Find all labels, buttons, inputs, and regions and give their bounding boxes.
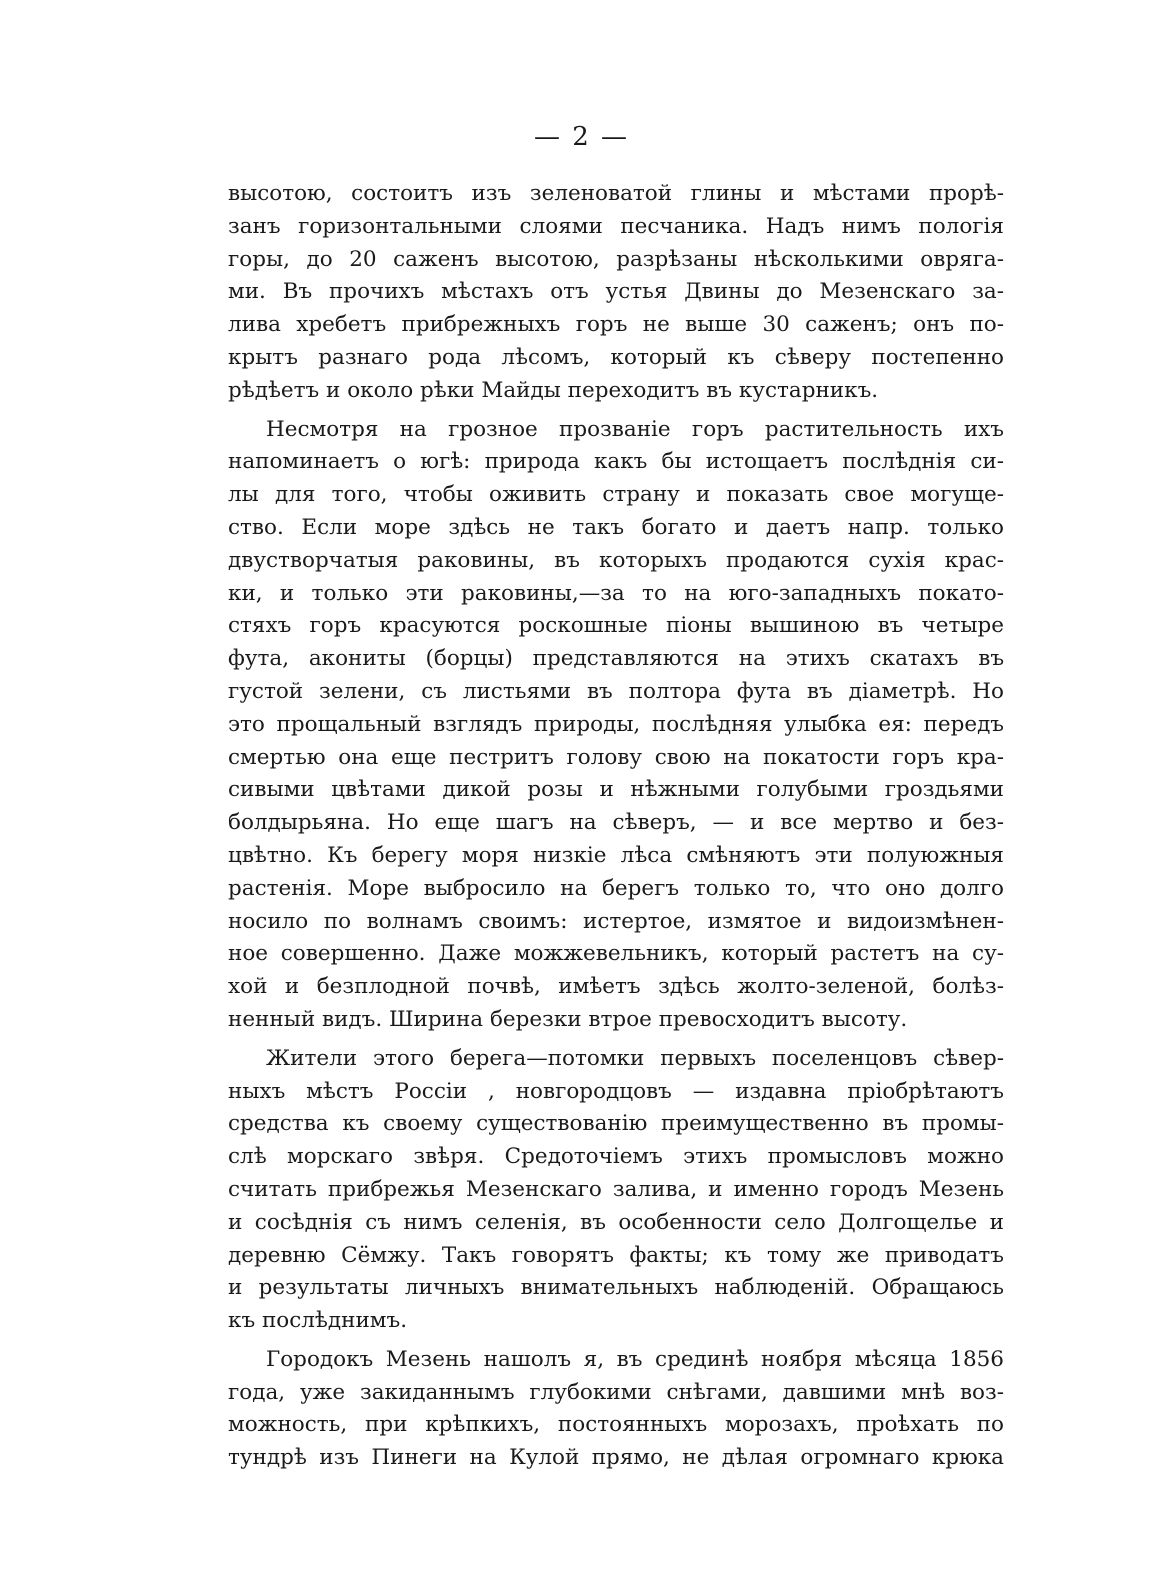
text-line: напоминаетъ о югѣ: природа какъ бы истощаетъ послѣднія си- [228, 449, 1004, 475]
text-line: растенія. Море выбросило на берегъ только то, что оно долго [228, 875, 1004, 901]
text-line: это прощальный взглядъ природы, послѣдняя улыбка ея: передъ [228, 711, 1004, 737]
text-line: Несмотря на грозное прозваніе горъ растительность ихъ [266, 416, 1004, 442]
text-line: ненный видъ. Ширина березки втрое превосходитъ высоту. [228, 1006, 908, 1032]
text-line: болдырьяна. Но еще шагъ на сѣверъ, — и все мертво и без- [228, 810, 1004, 836]
paragraph-2 [228, 414, 1004, 1037]
text-line: двустворчатыя раковины, въ которыхъ продаются сухія крас- [228, 547, 1004, 573]
paragraph-3 [228, 1043, 1004, 1338]
text-line: и результаты личныхъ внимательныхъ наблюденій. Обращаюсь [228, 1275, 1004, 1301]
text-line: носило по волнамъ своимъ: истертое, измятое и видоизмѣнен- [228, 908, 1004, 934]
text-line: ное совершенно. Даже можжевельникъ, который растетъ на су- [228, 941, 1004, 967]
text-line: считать прибрежья Мезенскаго залива, и именно городъ Мезень [228, 1176, 1004, 1202]
text-line: Жители этого берега—потомки первыхъ поселенцовъ сѣвер- [266, 1045, 1004, 1071]
text-line: стяхъ горъ красуются роскошные піоны вышиною въ четыре [228, 613, 1004, 639]
text-line: деревню Сёмжу. Такъ говорятъ факты; къ тому же приводатъ [228, 1242, 1004, 1268]
text-line: сивыми цвѣтами дикой розы и нѣжными голубыми гроздьями [228, 777, 1004, 803]
text-line: средства къ своему существованію преимущественно въ промы- [228, 1111, 1004, 1137]
text-line: тундрѣ изъ Пинеги на Кулой прямо, не дѣлая огромнаго крюка [228, 1445, 1004, 1471]
text-line: ныхъ мѣстъ Россіи , новгородцовъ — издавна пріобрѣтаютъ [228, 1078, 1004, 1104]
text-line: цвѣтно. Къ берегу моря низкіе лѣса смѣняютъ эти полуюжныя [228, 842, 1004, 868]
text-line: смертью она еще пестритъ голову свою на покатости горъ кра- [228, 744, 1004, 770]
text-line: занъ горизонтальными слоями песчаника. Надъ нимъ пологія [228, 213, 1004, 239]
text-line: горы, до 20 саженъ высотою, разрѣзаны нѣсколькими овряга- [228, 246, 1004, 272]
text-line: ки, и только эти раковины,—за то на юго-западныхъ покато- [228, 580, 1004, 606]
paragraph-4 [228, 1344, 1004, 1475]
text-body [228, 178, 1004, 1481]
text-line: крытъ разнаго рода лѣсомъ, который къ сѣверу постепенно [228, 344, 1004, 370]
text-line: ми. Въ прочихъ мѣстахъ отъ устья Двины до Мезенскаго за- [228, 279, 1004, 305]
text-line: лива хребетъ прибрежныхъ горъ не выше 30 саженъ; онъ по- [228, 312, 1004, 338]
text-line: лы для того, чтобы оживить страну и показать свое могуще- [228, 482, 1004, 508]
text-line: высотою, состоитъ изъ зеленоватой глины и мѣстами прорѣ- [228, 181, 1004, 206]
text-line: хой и безплодной почвѣ, имѣетъ здѣсь жолто-зеленой, болѣз- [228, 974, 1004, 1000]
text-line: фута, акониты (борцы) представляются на этихъ скатахъ въ [228, 646, 1004, 672]
text-line: года, уже закиданнымъ глубокими снѣгами, давшими мнѣ воз- [228, 1379, 1004, 1405]
text-line: густой зелени, съ листьями въ полтора фута въ діаметрѣ. Но [228, 678, 1004, 704]
text-line: рѣдѣетъ и около рѣки Майды переходитъ въ кустарникъ. [228, 377, 879, 403]
text-line: и сосѣднія съ нимъ селенія, въ особенности село Долгощелье и [228, 1209, 1004, 1235]
paragraph-1 [228, 178, 1004, 408]
text-line: къ послѣднимъ. [228, 1308, 408, 1334]
text-line: Городокъ Мезень нашолъ я, въ срединѣ ноября мѣсяца 1856 [266, 1346, 1004, 1372]
text-line: слѣ морскаго звѣря. Средоточіемъ этихъ промысловъ можно [228, 1144, 1004, 1170]
text-line: можность, при крѣпкихъ, постоянныхъ морозахъ, проѣхать по [228, 1412, 1004, 1438]
text-line: ство. Если море здѣсь не такъ богато и даетъ напр. только [228, 514, 1004, 540]
page-number: — 2 — [533, 122, 630, 152]
